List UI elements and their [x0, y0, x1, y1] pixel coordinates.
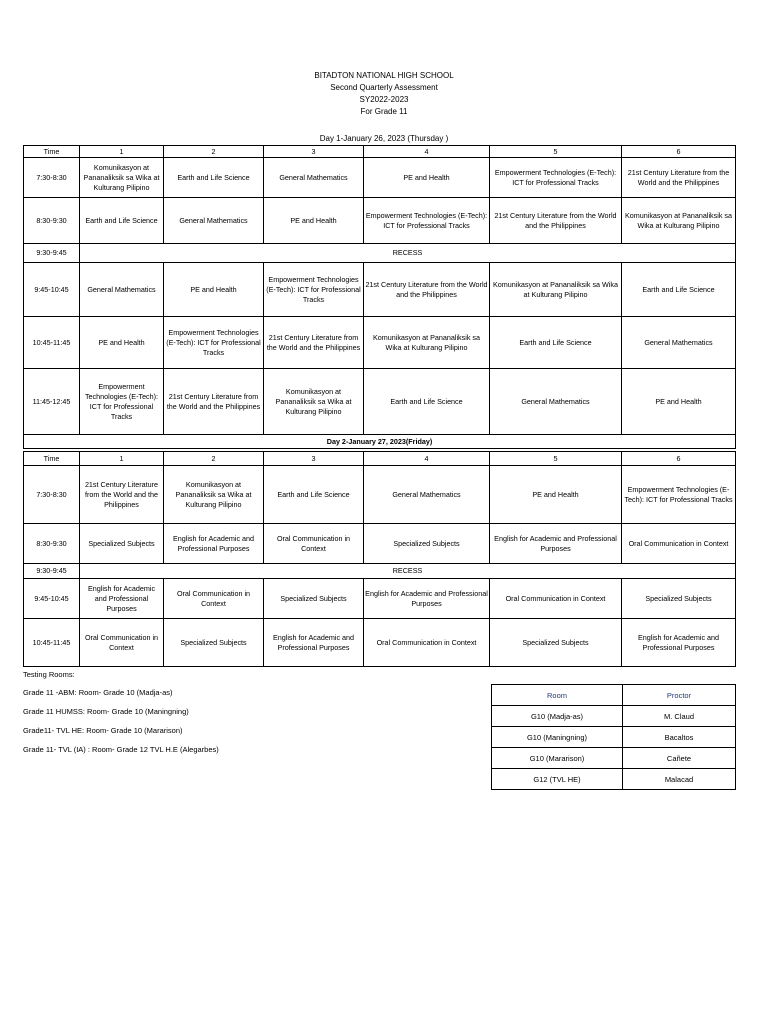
proctor-cell: Cañete	[623, 748, 736, 769]
testing-room-line: Grade 11 -ABM: Room- Grade 10 (Madja-as)	[23, 688, 173, 697]
time-cell: 11:45-12:45	[24, 369, 80, 435]
subject-cell: English for Academic and Professional Purposes	[490, 524, 622, 564]
time-cell: 8:30-9:30	[24, 524, 80, 564]
subject-cell: Earth and Life Science	[164, 158, 264, 198]
table-row	[24, 198, 736, 244]
testing-rooms-title: Testing Rooms:	[23, 670, 75, 679]
subject-cell: Earth and Life Science	[622, 263, 736, 317]
column-header: 6	[622, 452, 736, 466]
column-header: 3	[264, 452, 364, 466]
table-row	[24, 369, 736, 435]
column-header: Time	[24, 146, 80, 158]
table-row	[24, 158, 736, 198]
subject-cell: General Mathematics	[364, 466, 490, 524]
subject-cell: Earth and Life Science	[490, 317, 622, 369]
subject-cell: General Mathematics	[264, 158, 364, 198]
proctor-cell: Malacad	[623, 769, 736, 790]
table-row	[24, 579, 736, 619]
subject-cell: Oral Communication in Context	[164, 579, 264, 619]
column-header: 2	[164, 146, 264, 158]
subject-cell: Komunikasyon at Pananaliksik sa Wika at Kulturang Pilipino	[264, 369, 364, 435]
subject-cell: PE and Health	[264, 198, 364, 244]
testing-room-line: Grade 11 HUMSS: Room- Grade 10 (Maningning)	[23, 707, 189, 716]
quarter-title: Second Quarterly Assessment	[330, 83, 438, 92]
subject-cell: Specialized Subjects	[164, 619, 264, 667]
testing-room-line: Grade 11- TVL (IA) : Room- Grade 12 TVL H.E (Alegarbes)	[23, 745, 219, 754]
subject-cell: 21st Century Literature from the World and the Philippines	[264, 317, 364, 369]
column-header: 4	[364, 146, 490, 158]
time-cell: 9:45-10:45	[24, 263, 80, 317]
recess-label: RECESS	[80, 244, 736, 263]
recess-label: RECESS	[80, 564, 736, 579]
school-name: BITADTON NATIONAL HIGH SCHOOL	[314, 71, 454, 80]
subject-cell: PE and Health	[164, 263, 264, 317]
time-cell: 9:30-9:45	[24, 564, 80, 579]
room-cell: G10 (Mararison)	[492, 748, 623, 769]
subject-cell: Komunikasyon at Pananaliksik sa Wika at Kulturang Pilipino	[622, 198, 736, 244]
subject-cell: PE and Health	[622, 369, 736, 435]
subject-cell: Oral Communication in Context	[490, 579, 622, 619]
testing-room-line: Grade11- TVL HE: Room- Grade 10 (Mararison)	[23, 726, 183, 735]
school-year: SY2022-2023	[359, 95, 409, 104]
room-cell: G10 (Maningning)	[492, 727, 623, 748]
column-header: 5	[490, 452, 622, 466]
day1-schedule-table	[23, 145, 736, 449]
subject-cell: Empowerment Technologies (E-Tech): ICT for Professional Tracks	[622, 466, 736, 524]
subject-cell: Empowerment Technologies (E-Tech): ICT for Professional Tracks	[164, 317, 264, 369]
subject-cell: Empowerment Technologies (E-Tech): ICT for Professional Tracks	[80, 369, 164, 435]
proctor-table	[491, 684, 736, 790]
day2-schedule-table	[23, 451, 736, 667]
subject-cell: Oral Communication in Context	[364, 619, 490, 667]
time-cell: 10:45-11:45	[24, 317, 80, 369]
subject-cell: Oral Communication in Context	[622, 524, 736, 564]
subject-cell: English for Academic and Professional Purposes	[164, 524, 264, 564]
column-header: 4	[364, 452, 490, 466]
proctor-cell: M. Claud	[623, 706, 736, 727]
subject-cell: Earth and Life Science	[264, 466, 364, 524]
time-cell: 10:45-11:45	[24, 619, 80, 667]
recess-row	[24, 244, 736, 263]
subject-cell: PE and Health	[80, 317, 164, 369]
table-row	[492, 727, 736, 748]
subject-cell: General Mathematics	[164, 198, 264, 244]
subject-cell: English for Academic and Professional Purposes	[364, 579, 490, 619]
time-cell: 7:30-8:30	[24, 158, 80, 198]
subject-cell: English for Academic and Professional Purposes	[80, 579, 164, 619]
day1-title: Day 1-January 26, 2023 (Thursday )	[319, 134, 449, 143]
subject-cell: 21st Century Literature from the World and the Philippines	[80, 466, 164, 524]
subject-cell: Komunikasyon at Pananaliksik sa Wika at Kulturang Pilipino	[490, 263, 622, 317]
subject-cell: Specialized Subjects	[264, 579, 364, 619]
table-row	[24, 466, 736, 524]
subject-cell: Specialized Subjects	[80, 524, 164, 564]
subject-cell: General Mathematics	[80, 263, 164, 317]
subject-cell: Komunikasyon at Pananaliksik sa Wika at Kulturang Pilipino	[80, 158, 164, 198]
proctor-header-row	[492, 685, 736, 706]
recess-row	[24, 564, 736, 579]
subject-cell: 21st Century Literature from the World and the Philippines	[622, 158, 736, 198]
table-row	[24, 263, 736, 317]
time-cell: 8:30-9:30	[24, 198, 80, 244]
column-header: 1	[80, 146, 164, 158]
subject-cell: Earth and Life Science	[364, 369, 490, 435]
table-row	[492, 706, 736, 727]
column-header: 5	[490, 146, 622, 158]
column-header: Time	[24, 452, 80, 466]
time-cell: 9:45-10:45	[24, 579, 80, 619]
table-row	[24, 317, 736, 369]
day2-title: Day 2-January 27, 2023(Friday)	[24, 435, 736, 449]
proctor-cell: Bacaltos	[623, 727, 736, 748]
subject-cell: General Mathematics	[622, 317, 736, 369]
column-header: 6	[622, 146, 736, 158]
day2-title-row	[24, 435, 736, 449]
subject-cell: Oral Communication in Context	[264, 524, 364, 564]
column-header: 3	[264, 146, 364, 158]
subject-cell: English for Academic and Professional Purposes	[622, 619, 736, 667]
subject-cell: Komunikasyon at Pananaliksik sa Wika at Kulturang Pilipino	[164, 466, 264, 524]
subject-cell: PE and Health	[364, 158, 490, 198]
subject-cell: 21st Century Literature from the World and the Philippines	[164, 369, 264, 435]
subject-cell: Earth and Life Science	[80, 198, 164, 244]
table-header-row	[24, 146, 736, 158]
subject-cell: Empowerment Technologies (E-Tech): ICT for Professional Tracks	[490, 158, 622, 198]
subject-cell: Empowerment Technologies (E-Tech): ICT for Professional Tracks	[264, 263, 364, 317]
column-header: Room	[492, 685, 623, 706]
subject-cell: Specialized Subjects	[622, 579, 736, 619]
subject-cell: Specialized Subjects	[364, 524, 490, 564]
table-header-row	[24, 452, 736, 466]
time-cell: 7:30-8:30	[24, 466, 80, 524]
room-cell: G10 (Madja-as)	[492, 706, 623, 727]
column-header: 1	[80, 452, 164, 466]
column-header: Proctor	[623, 685, 736, 706]
subject-cell: 21st Century Literature from the World and the Philippines	[364, 263, 490, 317]
room-cell: G12 (TVL HE)	[492, 769, 623, 790]
table-row	[492, 748, 736, 769]
time-cell: 9:30-9:45	[24, 244, 80, 263]
subject-cell: Oral Communication in Context	[80, 619, 164, 667]
subject-cell: General Mathematics	[490, 369, 622, 435]
column-header: 2	[164, 452, 264, 466]
subject-cell: 21st Century Literature from the World and the Philippines	[490, 198, 622, 244]
grade-label: For Grade 11	[360, 107, 408, 116]
table-row	[492, 769, 736, 790]
table-row	[24, 619, 736, 667]
subject-cell: Empowerment Technologies (E-Tech): ICT for Professional Tracks	[364, 198, 490, 244]
subject-cell: PE and Health	[490, 466, 622, 524]
subject-cell: Specialized Subjects	[490, 619, 622, 667]
subject-cell: English for Academic and Professional Purposes	[264, 619, 364, 667]
table-row	[24, 524, 736, 564]
subject-cell: Komunikasyon at Pananaliksik sa Wika at Kulturang Pilipino	[364, 317, 490, 369]
